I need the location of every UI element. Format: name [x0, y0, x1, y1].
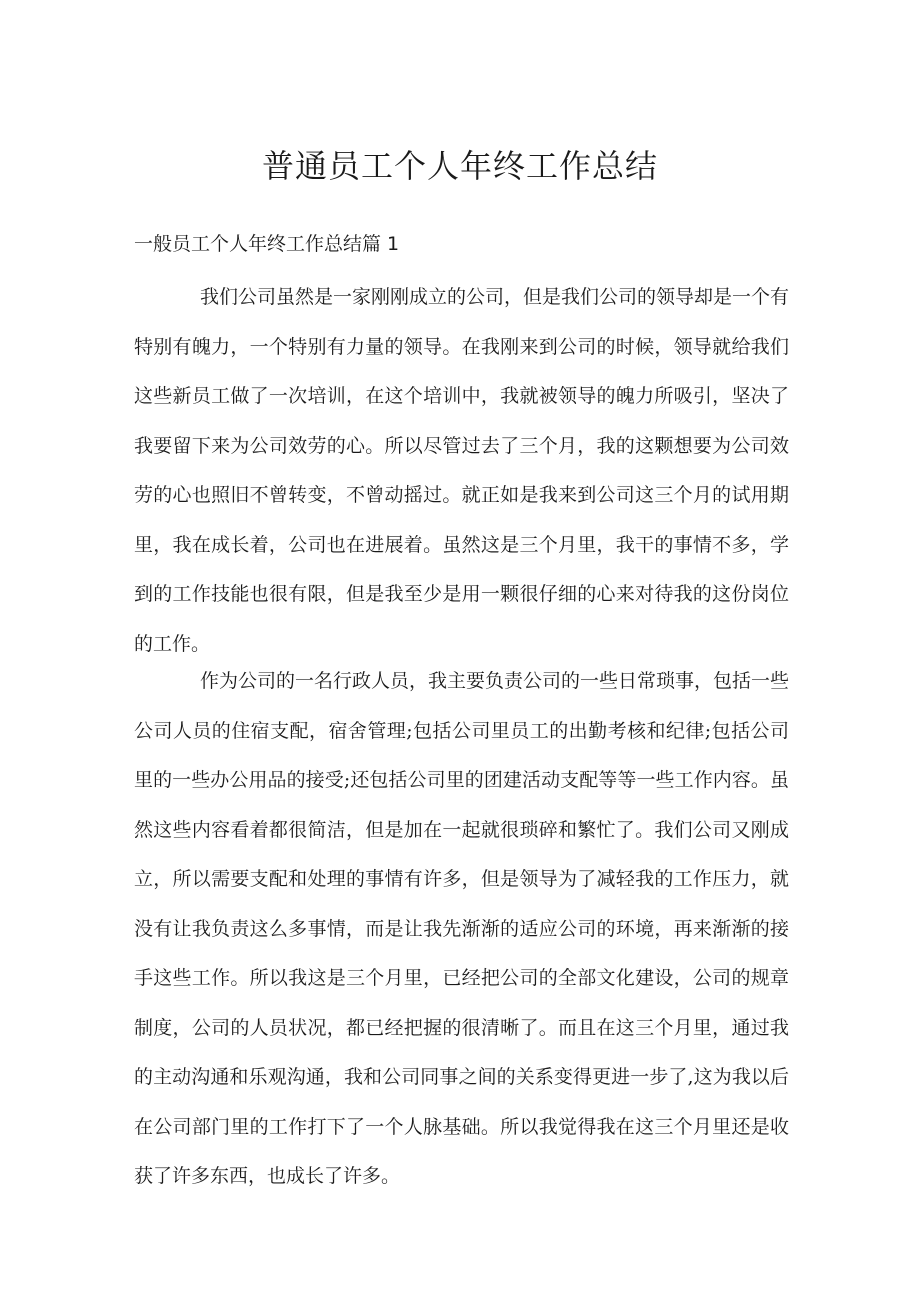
document-title: 普通员工个人年终工作总结 — [261, 147, 658, 185]
body-paragraph-1: 我们公司虽然是一家刚刚成立的公司，但是我们公司的领导却是一个有特别有魄力，一个特别有力量的领导。在我刚来到公司的时候，领导就给我们这些新员工做了一次培训，在这个培训中，我就被领导的魄力所吸引，坚决了我要留下来为公司效劳的心。所以尽管过去了三个月，我的这颗想要为公司效劳的心也照旧不曾转变，不曾动摇过。就正如是我来到公司这三个月的试用期里，我在成长着，公司也在进展着。虽然这是三个月里，我干的事情不多，学到的工作技能也很有限，但是我至少是用一颗很仔细的心来对待我的这份岗位的工作。 — [134, 286, 790, 655]
body-paragraph-2: 作为公司的一名行政人员，我主要负责公司的一些日常琐事，包括一些公司人员的住宿支配，宿舍管理;包括公司里员工的出勤考核和纪律;包括公司里的一些办公用品的接受;还包括公司里的团建活动支配等等一些工作内容。虽然这些内容看着都很简洁，但是加在一起就很琐碎和繁忙了。我们公司又刚成立，所以需要支配和处理的事情有许多，但是领导为了减轻我的工作压力，就没有让我负责这么多事情，而是让我先渐渐的适应公司的环境，再来渐渐的接手这些工作。所以我这是三个月里，已经把公司的全部文化建设，公司的规章制度，公司的人员状况，都已经把握的很清晰了。而且在这三个月里，通过我的主动沟通和乐观沟通，我和公司同事之间的关系变得更进一步了,这为我以后在公司部门里的工作打下了一个人脉基础。所以我觉得我在这三个月里还是收获了许多东西，也成长了许多。 — [134, 670, 790, 1187]
section-heading: 一般员工个人年终工作总结篇 1 — [134, 233, 400, 255]
